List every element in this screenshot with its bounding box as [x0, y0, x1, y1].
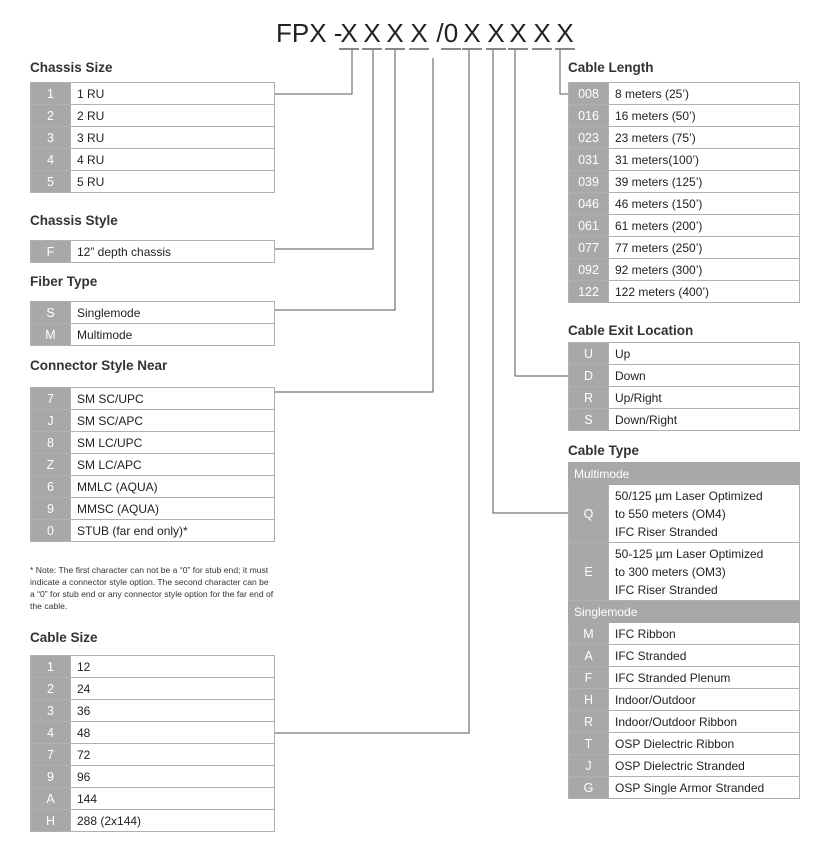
table-row	[31, 700, 275, 722]
table-row	[569, 237, 800, 259]
section-label: Multimode	[569, 463, 800, 485]
table-row	[569, 387, 800, 409]
option-desc: Up/Right	[609, 387, 800, 409]
connector-style-table	[30, 387, 275, 542]
chassis-size-table	[30, 82, 275, 193]
table-row	[31, 432, 275, 454]
option-code: 023	[569, 127, 609, 149]
option-code: 031	[569, 149, 609, 171]
table-row	[569, 193, 800, 215]
option-code: 6	[31, 476, 71, 498]
pn-char-cable-type: X	[487, 18, 505, 48]
table-row	[569, 149, 800, 171]
option-desc: 31 meters(100’)	[609, 149, 800, 171]
option-desc: 24	[71, 678, 275, 700]
option-code: M	[31, 324, 71, 346]
cable-length-table	[568, 82, 800, 303]
option-code: 4	[31, 149, 71, 171]
option-desc: 5 RU	[71, 171, 275, 193]
table-row	[569, 343, 800, 365]
option-desc: 16 meters (50’)	[609, 105, 800, 127]
table-row	[31, 520, 275, 542]
option-desc: Up	[609, 343, 800, 365]
option-code: E	[569, 543, 609, 601]
option-code: D	[569, 365, 609, 387]
table-row	[31, 454, 275, 476]
option-desc: 288 (2x144)	[71, 810, 275, 832]
option-desc: 46 meters (150’)	[609, 193, 800, 215]
leader-fiber-type	[275, 50, 395, 310]
option-code: 008	[569, 83, 609, 105]
table-row	[569, 127, 800, 149]
option-desc: STUB (far end only)*	[71, 520, 275, 542]
table-row	[569, 485, 800, 543]
option-desc: 122 meters (400’)	[609, 281, 800, 303]
option-code: 9	[31, 498, 71, 520]
leader-chassis-size	[275, 50, 352, 94]
table-row	[569, 623, 800, 645]
desc-line: IFC Riser Stranded	[615, 582, 718, 597]
option-desc: 1 RU	[71, 83, 275, 105]
option-desc: SM SC/UPC	[71, 388, 275, 410]
option-code: 077	[569, 237, 609, 259]
cable-type-table	[568, 462, 800, 799]
table-row	[569, 733, 800, 755]
pn-char-length-2: X	[556, 18, 574, 48]
option-desc: 12	[71, 656, 275, 678]
option-code: 2	[31, 105, 71, 127]
option-desc: OSP Single Armor Stranded	[609, 777, 800, 799]
chassis-size-title: Chassis Size	[30, 60, 113, 75]
cable-length-title: Cable Length	[568, 60, 654, 75]
table-row	[569, 105, 800, 127]
option-desc: 2 RU	[71, 105, 275, 127]
option-code: F	[569, 667, 609, 689]
table-row	[31, 127, 275, 149]
option-code: 092	[569, 259, 609, 281]
option-desc: IFC Ribbon	[609, 623, 800, 645]
option-code: T	[569, 733, 609, 755]
option-desc: SM LC/UPC	[71, 432, 275, 454]
table-row	[569, 711, 800, 733]
option-desc: Indoor/Outdoor Ribbon	[609, 711, 800, 733]
option-code: 122	[569, 281, 609, 303]
section-header-multimode	[569, 463, 800, 485]
option-desc: 96	[71, 766, 275, 788]
chassis-style-table	[30, 240, 275, 263]
option-desc: IFC Stranded	[609, 645, 800, 667]
option-code: 9	[31, 766, 71, 788]
table-row	[31, 810, 275, 832]
table-row	[569, 667, 800, 689]
desc-line: IFC Riser Stranded	[615, 524, 718, 539]
table-row	[569, 281, 800, 303]
cable-exit-table	[568, 342, 800, 431]
option-code: 3	[31, 700, 71, 722]
pn-char-fiber-type: X	[386, 18, 404, 48]
option-code: R	[569, 387, 609, 409]
option-desc: 39 meters (125’)	[609, 171, 800, 193]
pn-char-cable-exit: X	[509, 18, 527, 48]
section-header-singlemode	[569, 601, 800, 623]
option-desc: Singlemode	[71, 302, 275, 324]
option-desc: 72	[71, 744, 275, 766]
table-row	[569, 215, 800, 237]
leader-cable-length	[560, 50, 568, 94]
option-desc: OSP Dielectric Ribbon	[609, 733, 800, 755]
option-code: 8	[31, 432, 71, 454]
pn-char-slash: /	[436, 18, 444, 48]
cable-size-title: Cable Size	[30, 630, 98, 645]
leader-cable-exit	[515, 50, 568, 376]
option-code: Q	[569, 485, 609, 543]
option-desc: 77 meters (250’)	[609, 237, 800, 259]
table-row	[569, 409, 800, 431]
option-code: S	[31, 302, 71, 324]
table-row	[31, 678, 275, 700]
option-desc: OSP Dielectric Stranded	[609, 755, 800, 777]
desc-line: 50/125 µm Laser Optimized	[615, 488, 763, 503]
table-row	[569, 259, 800, 281]
table-row	[31, 241, 275, 263]
option-code: 061	[569, 215, 609, 237]
cable-exit-title: Cable Exit Location	[568, 323, 694, 338]
leader-cable-type	[493, 50, 568, 513]
desc-line: 50-125 µm Laser Optimized	[615, 546, 764, 561]
option-desc: 8 meters (25’)	[609, 83, 800, 105]
table-row	[569, 689, 800, 711]
option-desc: 23 meters (75’)	[609, 127, 800, 149]
table-row	[569, 543, 800, 601]
option-desc: 61 meters (200’)	[609, 215, 800, 237]
leader-connector-style	[275, 58, 433, 392]
option-code: U	[569, 343, 609, 365]
table-row	[569, 755, 800, 777]
option-code: H	[31, 810, 71, 832]
desc-line: to 300 meters (OM3)	[615, 564, 726, 579]
table-row	[31, 766, 275, 788]
pn-char-chassis-style: X	[363, 18, 381, 48]
table-row	[31, 744, 275, 766]
option-code: 046	[569, 193, 609, 215]
part-number-prefix: FPX -	[276, 18, 343, 48]
option-desc	[609, 543, 800, 601]
table-row	[31, 498, 275, 520]
pn-char-connector-far: 0	[443, 18, 459, 48]
pn-char-cable-size: X	[463, 18, 481, 48]
table-row	[31, 788, 275, 810]
option-code: 7	[31, 744, 71, 766]
option-desc: Down/Right	[609, 409, 800, 431]
option-code: 1	[31, 656, 71, 678]
option-code: 3	[31, 127, 71, 149]
option-desc	[609, 485, 800, 543]
option-code: Z	[31, 454, 71, 476]
option-code: H	[569, 689, 609, 711]
option-code: 016	[569, 105, 609, 127]
table-row	[31, 656, 275, 678]
table-row	[31, 105, 275, 127]
option-code: M	[569, 623, 609, 645]
table-row	[31, 149, 275, 171]
option-code: 2	[31, 678, 71, 700]
table-row	[569, 83, 800, 105]
option-desc: MMLC (AQUA)	[71, 476, 275, 498]
option-desc: 12” depth chassis	[71, 241, 275, 263]
option-code: 039	[569, 171, 609, 193]
chassis-style-title: Chassis Style	[30, 213, 118, 228]
option-desc: 144	[71, 788, 275, 810]
fiber-type-title: Fiber Type	[30, 274, 98, 289]
table-row	[31, 171, 275, 193]
fiber-type-table	[30, 301, 275, 346]
option-code: A	[31, 788, 71, 810]
desc-line: to 550 meters (OM4)	[615, 506, 726, 521]
option-code: F	[31, 241, 71, 263]
table-row	[31, 410, 275, 432]
pn-char-chassis-size: X	[340, 18, 358, 48]
option-code: G	[569, 777, 609, 799]
table-row	[31, 83, 275, 105]
table-row	[569, 365, 800, 387]
table-row	[569, 645, 800, 667]
table-row	[31, 476, 275, 498]
option-code: 5	[31, 171, 71, 193]
option-desc: IFC Stranded Plenum	[609, 667, 800, 689]
table-row	[31, 324, 275, 346]
option-code: J	[31, 410, 71, 432]
option-desc: Indoor/Outdoor	[609, 689, 800, 711]
table-row	[31, 722, 275, 744]
option-code: 1	[31, 83, 71, 105]
option-code: R	[569, 711, 609, 733]
option-desc: Down	[609, 365, 800, 387]
table-row	[569, 171, 800, 193]
cable-size-table	[30, 655, 275, 832]
option-desc: SM SC/APC	[71, 410, 275, 432]
stub-note: * Note: The first character can not be a “0” for stub end; it must indicate a connector style option. The second character can be a “0” for stub end or any connector style option for the far end of the cable.	[30, 565, 274, 611]
option-desc: 3 RU	[71, 127, 275, 149]
option-desc: MMSC (AQUA)	[71, 498, 275, 520]
leader-chassis-style	[275, 50, 373, 249]
connector-style-title: Connector Style Near	[30, 358, 168, 373]
option-code: A	[569, 645, 609, 667]
option-code: 0	[31, 520, 71, 542]
pn-char-connector-near: X	[410, 18, 428, 48]
option-desc: 4 RU	[71, 149, 275, 171]
option-code: 7	[31, 388, 71, 410]
option-code: J	[569, 755, 609, 777]
table-row	[569, 777, 800, 799]
pn-char-length-1: X	[533, 18, 551, 48]
option-code: S	[569, 409, 609, 431]
option-desc: 92 meters (300’)	[609, 259, 800, 281]
table-row	[31, 388, 275, 410]
option-desc: 48	[71, 722, 275, 744]
option-desc: Multimode	[71, 324, 275, 346]
option-desc: 36	[71, 700, 275, 722]
option-code: 4	[31, 722, 71, 744]
option-desc: SM LC/APC	[71, 454, 275, 476]
cable-type-title: Cable Type	[568, 443, 640, 458]
table-row	[31, 302, 275, 324]
section-label: Singlemode	[569, 601, 800, 623]
